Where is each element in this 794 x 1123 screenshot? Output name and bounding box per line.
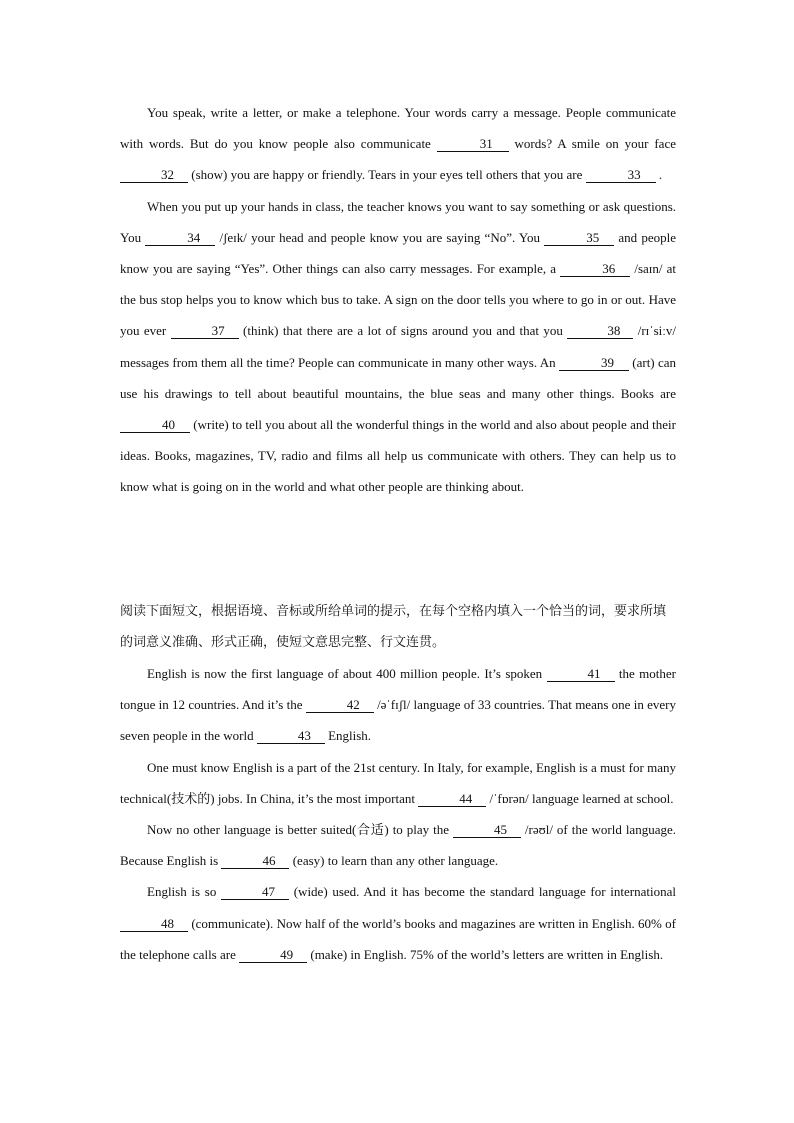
text-run: /ˈfɒrən/ language learned at school.	[486, 790, 674, 806]
paragraph	[120, 97, 676, 191]
text-run: You speak, write a letter, or make a telephone. Your words carry a message. People communicate with words. But do you know people also communicate	[120, 105, 676, 152]
paragraph	[120, 814, 676, 876]
text-run: English is so	[147, 884, 222, 900]
blank-44: 44	[418, 791, 486, 807]
text-run: words? A smile on your face	[508, 136, 676, 152]
blank-47: 47	[221, 884, 289, 900]
text-run: /ʃeɪk/ your head and people know you are saying “No”. You	[215, 229, 545, 245]
text-run: the mother tongue in 12 countries. And it’s the	[120, 666, 676, 713]
text-run: (communicate). Now half of the world’s books and magazines are written in English. 60% of the telephone calls are	[120, 915, 676, 962]
text-run: (write) to tell you about all the wonderful things in the world and also about people and their ideas. Books, magazines, TV, radio and films all help us communicate with others. They can help us to know what is going on in the world and what other people are thinking about.	[120, 417, 676, 495]
paragraph	[120, 876, 676, 970]
instruction-text: 阅读下面短文，根据语境、音标或所给单词的提示，在每个空格内填入一个恰当的词，要求所填的词意义准确、形式正确，使短文意思完整、行文连贯。	[120, 604, 667, 650]
passage-two	[120, 596, 676, 970]
paragraph	[120, 752, 676, 814]
text-run: English.	[324, 728, 372, 744]
blank-48: 48	[120, 916, 188, 932]
text-run: (easy) to learn than any other language.	[289, 853, 499, 869]
blank-46: 46	[221, 853, 289, 869]
blank-35: 35	[544, 230, 614, 246]
blank-37: 37	[171, 323, 239, 339]
text-run: and people know you are saying “Yes”. Other things can also carry messages. For example, a	[120, 229, 676, 277]
blank-34: 34	[145, 230, 215, 246]
blank-43: 43	[257, 728, 325, 744]
blank-31: 31	[437, 136, 509, 152]
passage-two-body	[120, 658, 676, 970]
passage-one	[120, 97, 676, 503]
text-run: (show) you are happy or friendly. Tears in your eyes tell others that you are	[188, 167, 586, 183]
blank-42: 42	[306, 697, 374, 713]
text-run: /əˈfɪʃl/ language of 33 countries. That means one in every seven people in the world	[120, 697, 676, 744]
text-run: (make) in English. 75% of the world’s letters are written in English.	[307, 946, 664, 962]
paragraph	[120, 658, 676, 752]
blank-39: 39	[559, 355, 629, 371]
text-run: /rəʊl/ of the world language. Because English is	[120, 822, 676, 869]
text-run: One must know English is a part of the 21st century. In Italy, for example, English is a must for many technical(技术的) jobs. In China, it’s the most important	[120, 759, 676, 806]
text-run: /rɪˈsiːv/ messages from them all the time? People can communicate in many other ways. An	[120, 323, 676, 370]
blank-49: 49	[239, 947, 307, 963]
text-run: When you put up your hands in class, the teacher knows you want to say something or ask questions. You	[120, 198, 676, 245]
blank-32: 32	[120, 167, 188, 183]
paragraph	[120, 191, 676, 503]
blank-45: 45	[453, 822, 521, 838]
text-run: .	[655, 167, 663, 183]
text-run: English is now the first language of about 400 million people. It’s spoken	[147, 666, 547, 681]
blank-36: 36	[560, 261, 630, 277]
blank-33: 33	[586, 167, 656, 183]
blank-40: 40	[120, 417, 190, 433]
text-run: (art) can use his drawings to tell about beautiful mountains, the blue seas and many other things. Books are	[120, 354, 676, 401]
text-run: Now no other language is better suited(合适) to play the	[147, 822, 453, 838]
text-run: (wide) used. And it has become the standard language for international	[289, 884, 676, 900]
text-run: /saɪn/ at the bus stop helps you to know which bus to take. A sign on the door tells you where to go in or out. Have you ever	[120, 261, 677, 339]
blank-41: 41	[547, 666, 615, 682]
blank-38: 38	[567, 323, 633, 339]
text-run: (think) that there are a lot of signs around you and that you	[238, 323, 568, 339]
